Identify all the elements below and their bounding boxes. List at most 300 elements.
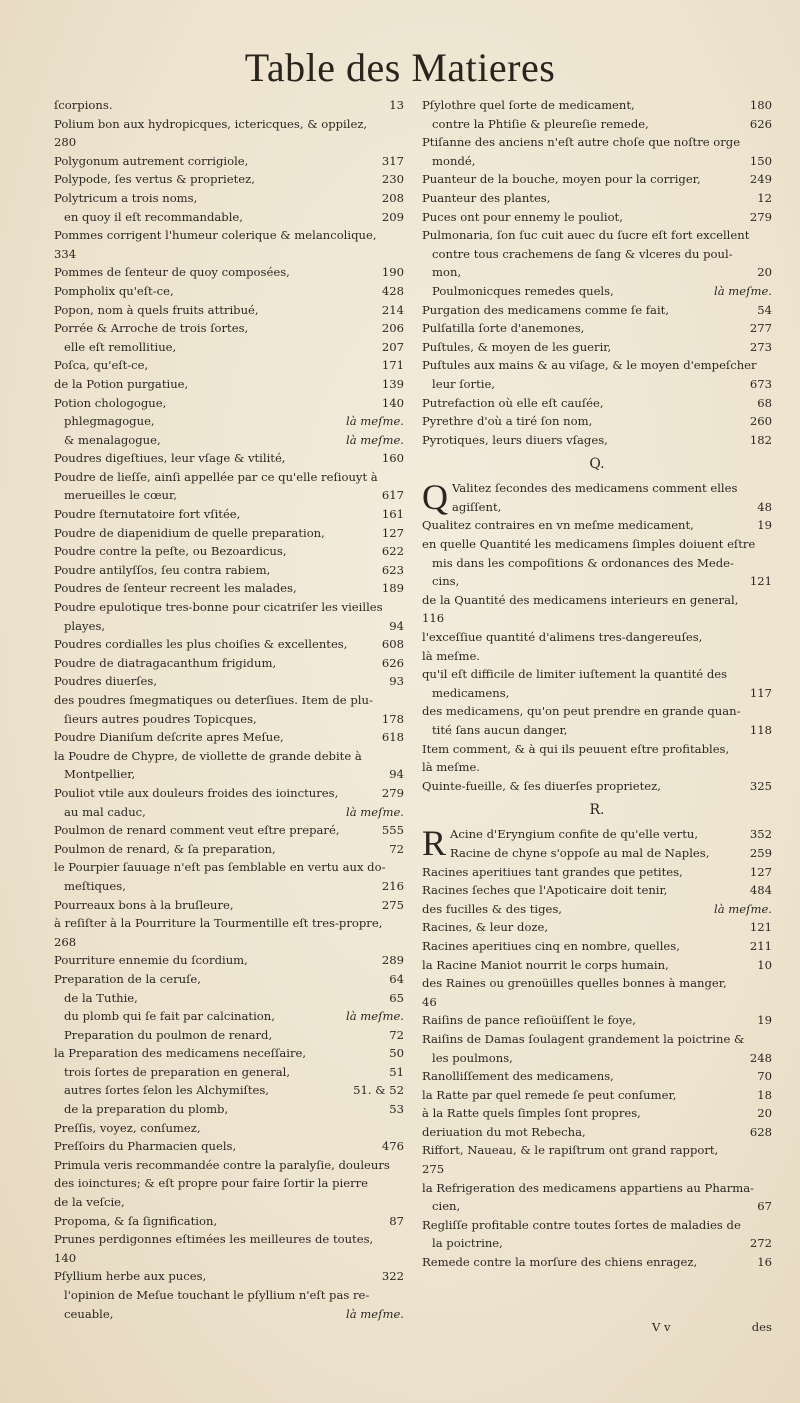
entry-text: Preſſoirs du Pharmacien quels, xyxy=(54,1139,237,1154)
index-entry xyxy=(422,96,772,115)
index-entry xyxy=(54,524,404,543)
entry-text: Puſtules aux mains & au viſage, & le moyen d'empeſcher xyxy=(422,358,757,373)
entry-text: & menalagogue, xyxy=(64,432,161,447)
index-entry xyxy=(422,647,772,666)
section-r-entries xyxy=(422,863,772,1272)
index-entry xyxy=(422,702,772,721)
index-entry xyxy=(54,319,404,338)
entry-text: Poudre de diatragacanthum frigidum, xyxy=(54,655,277,670)
index-entry xyxy=(422,918,772,937)
index-entry xyxy=(422,1160,772,1179)
entry-text: Ptiſanne des anciens n'eſt autre choſe que noſtre orge xyxy=(422,135,741,150)
entry-text: Item comment, & à qui ils peuuent eſtre profitables, xyxy=(422,741,730,756)
entry-text: Riffort, Naueau, & le rapiſtrum ont grand rapport, xyxy=(422,1143,719,1158)
index-entry xyxy=(54,1156,404,1175)
entry-text: Prunes perdigonnes eſtimées les meilleures de toutes, xyxy=(54,1232,374,1247)
index-entry xyxy=(422,740,772,759)
entry-text: 268 xyxy=(54,934,77,949)
index-entry xyxy=(54,821,404,840)
entry-text: en quoy il eſt recommandable, xyxy=(64,209,243,224)
entry-text: Pſylothre quel ſorte de medicament, xyxy=(422,98,635,112)
entry-page-number: 214 xyxy=(381,302,404,317)
entry-text: mon, xyxy=(432,265,462,280)
index-entry xyxy=(422,1011,772,1030)
entry-text: la Refrigeration des medicamens appartiens au Pharma- xyxy=(422,1180,755,1195)
entry-text: Pſyllium herbe aux puces, xyxy=(54,1269,207,1284)
index-entry xyxy=(422,1141,772,1160)
entry-text: 116 xyxy=(422,611,445,626)
index-entry xyxy=(422,338,772,357)
index-entry xyxy=(54,914,404,933)
entry-text: Pourreaux bons à la bruſleure, xyxy=(54,897,234,912)
entry-text: ſcorpions. xyxy=(54,98,113,112)
entry-page-number: 180 xyxy=(749,98,772,112)
entry-page-number: 626 xyxy=(749,116,772,131)
index-entry xyxy=(54,245,404,264)
entry-page-number: 628 xyxy=(749,1124,772,1139)
entry-text: Preparation de la ceruſe, xyxy=(54,971,201,986)
index-entry xyxy=(54,152,404,171)
entry-text: Remede contre la morſure des chiens enragez, xyxy=(422,1255,698,1270)
entry-text: leur ſortie, xyxy=(432,376,495,391)
index-entry xyxy=(422,263,772,282)
entry-text: Racines aperitiues cinq en nombre, quelles, xyxy=(422,938,680,953)
index-entry xyxy=(54,96,404,115)
entry-page-number: 189 xyxy=(381,581,404,596)
entry-text: Putrefaction où elle eſt cauſée, xyxy=(422,395,604,410)
entry-text: Primula veris recommandée contre la paralyſie, douleurs xyxy=(54,1157,390,1172)
entry-text: Pompholix qu'eſt-ce, xyxy=(54,283,174,298)
index-entry xyxy=(422,226,772,245)
index-entry xyxy=(422,900,772,919)
entry-page-number: 121 xyxy=(749,920,772,935)
entry-text: 280 xyxy=(54,135,77,150)
entry-text: la Ratte par quel remede ſe peut conſumer, xyxy=(422,1087,677,1102)
index-entry xyxy=(422,431,772,450)
entry-page-number: 608 xyxy=(381,637,404,652)
index-entry: Racine de chyne s'oppoſe au mal de Naples, 259 xyxy=(450,845,772,860)
entry-page-number: là meſme. xyxy=(346,1306,404,1321)
entry-page-number: 72 xyxy=(389,841,404,856)
entry-page-number: 140 xyxy=(381,395,404,410)
entry-page-number: 325 xyxy=(749,778,772,793)
entry-page-number: 87 xyxy=(389,1213,404,1228)
index-entry xyxy=(54,1119,404,1138)
entry-text: Quinte-fueille, & ſes diuerſes proprietez, xyxy=(422,778,661,793)
index-entry xyxy=(54,1081,404,1100)
index-entry xyxy=(54,710,404,729)
entry-page-number: 317 xyxy=(381,153,404,168)
entry-text: 46 xyxy=(422,994,437,1009)
entry-page-number: 178 xyxy=(381,711,404,726)
entry-text: 334 xyxy=(54,246,77,261)
entry-page-number: 10 xyxy=(757,957,772,972)
catchword: des xyxy=(751,1320,772,1334)
entry-page-number: 54 xyxy=(757,302,772,317)
entry-text: la poictrine, xyxy=(432,1236,503,1251)
index-entry xyxy=(54,561,404,580)
entry-text: Pulmonaria, ſon ſuc cuit auec du ſucre eſt fort excellent xyxy=(422,228,750,243)
entry-page-number: 12 xyxy=(757,190,772,205)
entry-page-number: là meſme. xyxy=(714,283,772,298)
entry-page-number: 279 xyxy=(749,209,772,224)
section-q-first-entry xyxy=(422,479,772,516)
index-entry xyxy=(54,951,404,970)
entry-page-number: 617 xyxy=(381,488,404,503)
entry-text: Poudres de ſenteur recreent les malades, xyxy=(54,581,297,596)
entry-text: de la preparation du plomb, xyxy=(64,1102,229,1117)
entry-page-number: 68 xyxy=(757,395,772,410)
index-entry xyxy=(422,152,772,171)
index-entry xyxy=(54,449,404,468)
entry-page-number: 618 xyxy=(381,730,404,745)
entry-page-number: là meſme. xyxy=(346,804,404,819)
index-entry xyxy=(54,1286,404,1305)
index-entry xyxy=(54,728,404,747)
entry-page-number: 207 xyxy=(381,339,404,354)
entry-page-number: 20 xyxy=(757,1106,772,1121)
entry-text: des poudres ſmegmatiques ou deterſiues. Item de plu- xyxy=(54,693,373,707)
index-entry xyxy=(54,803,404,822)
index-entry xyxy=(54,635,404,654)
index-entry xyxy=(54,468,404,487)
entry-text: merueilles le cœur, xyxy=(64,488,177,503)
entry-page-number: 248 xyxy=(749,1050,772,1065)
entry-text: mondé, xyxy=(432,153,476,168)
index-entry xyxy=(422,1086,772,1105)
index-entry xyxy=(54,896,404,915)
entry-page-number: 118 xyxy=(749,723,772,737)
entry-text: Raiſins de pance reſioüiſſent le foye, xyxy=(422,1013,636,1028)
entry-text: qu'il eſt difficile de limiter iuſtement la quantité des xyxy=(422,667,728,682)
index-entry xyxy=(422,516,772,535)
index-entry xyxy=(422,937,772,956)
entry-page-number: 272 xyxy=(749,1236,772,1251)
index-entry xyxy=(54,1100,404,1119)
entry-text: la Poudre de Chypre, de viollette de grande debite à xyxy=(54,748,362,763)
entry-text: Pouliot vtile aux douleurs froides des ioinctures, xyxy=(54,785,339,800)
index-entry xyxy=(422,1030,772,1049)
entry-page-number: 16 xyxy=(757,1255,772,1270)
entry-text: là meſme. xyxy=(422,648,480,663)
entry-text: le Pourpier ſauuage n'eſt pas ſemblable en vertu aux do- xyxy=(54,860,386,875)
entry-text: 140 xyxy=(54,1250,77,1265)
index-entry xyxy=(54,765,404,784)
index-entry xyxy=(54,301,404,320)
drop-cap-r: R xyxy=(422,823,447,864)
entry-page-number: 127 xyxy=(381,525,404,540)
entry-page-number: 150 xyxy=(749,153,772,168)
entry-text: la Racine Maniot nourrit le corps humain, xyxy=(422,957,669,972)
entry-text: de la veſcie, xyxy=(54,1195,125,1210)
entry-text: Qualitez contraires en vn meſme medicament, xyxy=(422,518,694,533)
entry-text: Poudres cordialles les plus choiſies & excellentes, xyxy=(54,637,348,652)
entry-text: meſtiques, xyxy=(64,878,126,893)
entry-page-number: 94 xyxy=(389,618,404,633)
index-entry xyxy=(54,338,404,357)
index-entry xyxy=(422,1216,772,1235)
entry-text: Racines aperitiues tant grandes que petites, xyxy=(422,864,683,879)
entry-text: elle eſt remollitiue, xyxy=(64,339,177,354)
entry-page-number: 160 xyxy=(381,451,404,466)
index-entry xyxy=(54,933,404,952)
signature-mark: V v xyxy=(652,1320,671,1334)
entry-page-number: 249 xyxy=(749,172,772,187)
entry-page-number: 190 xyxy=(381,265,404,280)
entry-text: au mal caduc, xyxy=(64,804,146,819)
index-entry: agiſſent, 48 xyxy=(452,499,772,514)
index-entry xyxy=(422,208,772,227)
entry-text: Poudre contre la peſte, ou Bezoardicus, xyxy=(54,544,287,559)
index-entry xyxy=(54,858,404,877)
entry-text: cins, xyxy=(432,574,460,589)
entry-text: Porrée & Arroche de trois ſortes, xyxy=(54,321,249,336)
entry-page-number: 484 xyxy=(749,883,772,898)
entry-text: à reſiſter à la Pourriture la Tourmentille eſt tres-propre, xyxy=(54,916,383,931)
index-entry xyxy=(422,554,772,573)
entry-text: ceuable, xyxy=(64,1306,114,1321)
entry-page-number: 64 xyxy=(389,971,404,986)
index-entry xyxy=(422,628,772,647)
entry-text: en quelle Quantité les medicamens ſimples doiuent eſtre xyxy=(422,537,756,552)
entry-page-number: 428 xyxy=(381,283,404,298)
entry-page-number: 216 xyxy=(381,878,404,893)
page-footer xyxy=(422,1318,772,1336)
index-entry xyxy=(54,747,404,766)
entry-page-number: 622 xyxy=(381,544,404,559)
index-entry xyxy=(422,1123,772,1142)
entry-text: Poudre ſternutatoire fort vſitée, xyxy=(54,507,241,522)
entry-page-number: 322 xyxy=(381,1269,404,1284)
index-entry xyxy=(422,993,772,1012)
index-entry xyxy=(422,356,772,375)
entry-text: Purgation des medicamens comme ſe fait, xyxy=(422,302,670,317)
index-entry: Acine d'Eryngium confite de qu'elle vertu, 352 xyxy=(450,827,772,842)
entry-text: Puanteur des plantes, xyxy=(422,190,551,205)
entry-page-number: 51. & 52 xyxy=(353,1083,404,1098)
entry-text: Ranolliſſement des medicamens, xyxy=(422,1069,614,1084)
entry-text: Preparation du poulmon de renard, xyxy=(64,1027,273,1042)
entry-page-number: 70 xyxy=(757,1069,772,1084)
entry-text: Polypode, ſes vertus & proprietez, xyxy=(54,172,255,187)
section-p-continued xyxy=(422,96,772,449)
entry-text: deriuation du mot Rebecha, xyxy=(422,1124,586,1139)
entry-text: Poulmon de renard comment veut eſtre preparé, xyxy=(54,823,340,838)
index-entry xyxy=(422,412,772,431)
index-entry xyxy=(422,1179,772,1198)
index-entry xyxy=(422,301,772,320)
index-entry xyxy=(422,1067,772,1086)
index-entry xyxy=(54,1026,404,1045)
entry-text: Popon, nom à quels fruits attribué, xyxy=(54,302,259,317)
entry-text: Poudre epulotique tres-bonne pour cicatriſer les vieilles xyxy=(54,600,383,615)
index-entry xyxy=(422,1049,772,1068)
index-entry xyxy=(54,356,404,375)
index-entry xyxy=(422,974,772,993)
entry-text: des fucilles & des tiges, xyxy=(422,901,562,916)
entry-text: des medicamens, qu'on peut prendre en grande quan- xyxy=(422,704,741,719)
index-entry xyxy=(54,672,404,691)
index-entry xyxy=(422,863,772,882)
entry-page-number: 53 xyxy=(389,1102,404,1117)
entry-text: Racines, & leur doze, xyxy=(422,920,549,935)
entry-text: Potion chologogue, xyxy=(54,395,167,410)
entry-page-number: 211 xyxy=(749,938,772,953)
index-entry xyxy=(54,375,404,394)
index-entry xyxy=(54,170,404,189)
entry-text: l'opinion de Meſue touchant le pſyllium n'eſt pas re- xyxy=(64,1288,370,1302)
index-entry xyxy=(54,970,404,989)
entry-text: Pommes corrigent l'humeur colerique & melancolique, xyxy=(54,228,377,243)
index-entry xyxy=(54,505,404,524)
entry-text: Racines ſeches que l'Apoticaire doit tenir, xyxy=(422,883,668,898)
entry-text: Puanteur de la bouche, moyen pour la corriger, xyxy=(422,172,701,187)
entry-text: Poudre antilyſſos, ſeu contra rabiem, xyxy=(54,562,271,577)
index-entry xyxy=(54,617,404,636)
entry-text: trois ſortes de preparation en general, xyxy=(64,1064,291,1079)
index-entry xyxy=(54,394,404,413)
index-entry xyxy=(422,609,772,628)
index-entry xyxy=(54,598,404,617)
index-entry xyxy=(422,591,772,610)
entry-text: Poſca, qu'eſt-ce, xyxy=(54,358,149,373)
entry-text: 275 xyxy=(422,1162,445,1177)
entry-page-number: 277 xyxy=(749,321,772,336)
entry-page-number: 117 xyxy=(749,685,772,700)
entry-text: Regliſſe profitable contre toutes ſortes de maladies de xyxy=(422,1217,741,1232)
index-entry: Valitez ſecondes des medicamens comment elles xyxy=(452,481,738,496)
index-entry xyxy=(54,263,404,282)
index-entry xyxy=(54,486,404,505)
entry-text: Pyrotiques, leurs diuers vſages, xyxy=(422,432,608,447)
index-entry xyxy=(54,784,404,803)
entry-page-number: 94 xyxy=(389,767,404,782)
entry-text: ſieurs autres poudres Topicques, xyxy=(64,711,257,726)
index-entry xyxy=(54,1007,404,1026)
index-entry xyxy=(54,1063,404,1082)
entry-page-number: là meſme. xyxy=(346,1009,404,1024)
index-entry xyxy=(422,572,772,591)
entry-text: Poudre de lieſſe, ainſi appellée par ce qu'elle reſiouyt à xyxy=(54,469,378,484)
entry-text: Poudre de diapenidium de quelle preparation, xyxy=(54,525,325,540)
entry-text: autres ſortes ſelon les Alchymiſtes, xyxy=(64,1083,269,1098)
entry-page-number: 50 xyxy=(389,1046,404,1061)
entry-page-number: 209 xyxy=(381,209,404,224)
index-entry xyxy=(422,245,772,264)
entry-page-number: 182 xyxy=(749,432,772,447)
entry-text: cien, xyxy=(432,1199,461,1214)
index-entry xyxy=(54,115,404,134)
index-entry xyxy=(422,1234,772,1253)
entry-text: Pyrethre d'où a tiré ſon nom, xyxy=(422,414,593,429)
entry-page-number: 65 xyxy=(389,990,404,1005)
index-entry xyxy=(54,431,404,450)
index-entry xyxy=(422,777,772,796)
entry-page-number: 19 xyxy=(757,1013,772,1028)
index-entry xyxy=(54,189,404,208)
entry-text: là meſme. xyxy=(422,760,480,775)
index-entry xyxy=(422,115,772,134)
entry-page-number: 72 xyxy=(389,1027,404,1042)
index-entry xyxy=(422,319,772,338)
entry-text: Pourriture ennemie du ſcordium, xyxy=(54,953,248,968)
entry-page-number: 273 xyxy=(749,339,772,354)
index-entry xyxy=(422,956,772,975)
entry-page-number: là meſme. xyxy=(346,414,404,429)
entry-text: Poudres diuerſes, xyxy=(54,674,158,689)
entry-page-number: 93 xyxy=(389,674,404,689)
index-entry xyxy=(54,654,404,673)
index-entry xyxy=(422,535,772,554)
entry-page-number: 139 xyxy=(381,376,404,391)
entry-text: de la Quantité des medicamens interieurs en general, xyxy=(422,592,739,607)
index-entry xyxy=(54,1044,404,1063)
entry-page-number: 161 xyxy=(381,507,404,522)
entry-text: Pommes de ſenteur de quoy composées, xyxy=(54,265,290,280)
index-entry xyxy=(54,1212,404,1231)
index-entry xyxy=(422,881,772,900)
entry-page-number: 289 xyxy=(381,953,404,968)
entry-page-number: 673 xyxy=(749,376,772,391)
entry-text: à la Ratte quels ſimples ſont propres, xyxy=(422,1106,641,1121)
index-entry xyxy=(422,684,772,703)
left-column xyxy=(54,96,404,1323)
entry-page-number: 476 xyxy=(381,1139,404,1154)
entry-page-number: 208 xyxy=(381,190,404,205)
entry-text: la Preparation des medicamens neceſſaire, xyxy=(54,1046,307,1061)
entry-text: tité ſans aucun danger, xyxy=(432,723,568,737)
entry-page-number: 121 xyxy=(749,574,772,589)
index-entry xyxy=(54,1137,404,1156)
index-entry xyxy=(54,226,404,245)
entry-page-number: 18 xyxy=(757,1087,772,1102)
index-entry xyxy=(422,189,772,208)
index-entry xyxy=(54,691,404,710)
entry-text: Poulmonicques remedes quels, xyxy=(432,283,614,298)
entry-page-number: 260 xyxy=(749,414,772,429)
entry-text: contre la Phtiſie & pleureſie remede, xyxy=(432,116,649,131)
index-entry xyxy=(422,1253,772,1272)
entry-text: de la Potion purgatiue, xyxy=(54,376,189,391)
index-entry xyxy=(54,1249,404,1268)
page-title: Table des Matieres xyxy=(244,45,556,90)
drop-cap-q: Q xyxy=(422,477,448,518)
entry-page-number: 623 xyxy=(381,562,404,577)
entry-text: Puces ont pour ennemy le pouliot, xyxy=(422,209,623,224)
entry-page-number: 171 xyxy=(381,358,404,373)
index-entry xyxy=(54,208,404,227)
entry-text: medicamens, xyxy=(432,685,510,700)
section-q-entries xyxy=(422,516,772,795)
entry-text: Polygonum autrement corrigiole, xyxy=(54,153,249,168)
entry-page-number: 206 xyxy=(381,321,404,336)
index-entry xyxy=(54,1193,404,1212)
index-entry xyxy=(54,840,404,859)
entry-text: Poulmon de renard, & ſa preparation, xyxy=(54,841,276,856)
index-entry xyxy=(422,721,772,740)
index-entry xyxy=(422,394,772,413)
index-entry xyxy=(54,412,404,431)
entry-text: des Raines ou grenoüilles quelles bonnes à manger, xyxy=(422,976,727,991)
entry-text: Pulſatilla ſorte d'anemones, xyxy=(422,321,585,336)
index-entry xyxy=(422,1197,772,1216)
index-entry xyxy=(422,758,772,777)
entry-text: les poulmons, xyxy=(432,1050,513,1065)
index-entry xyxy=(54,877,404,896)
index-entry xyxy=(422,665,772,684)
section-r-first-entry xyxy=(422,825,772,862)
entry-text: phlegmagogue, xyxy=(64,414,155,429)
